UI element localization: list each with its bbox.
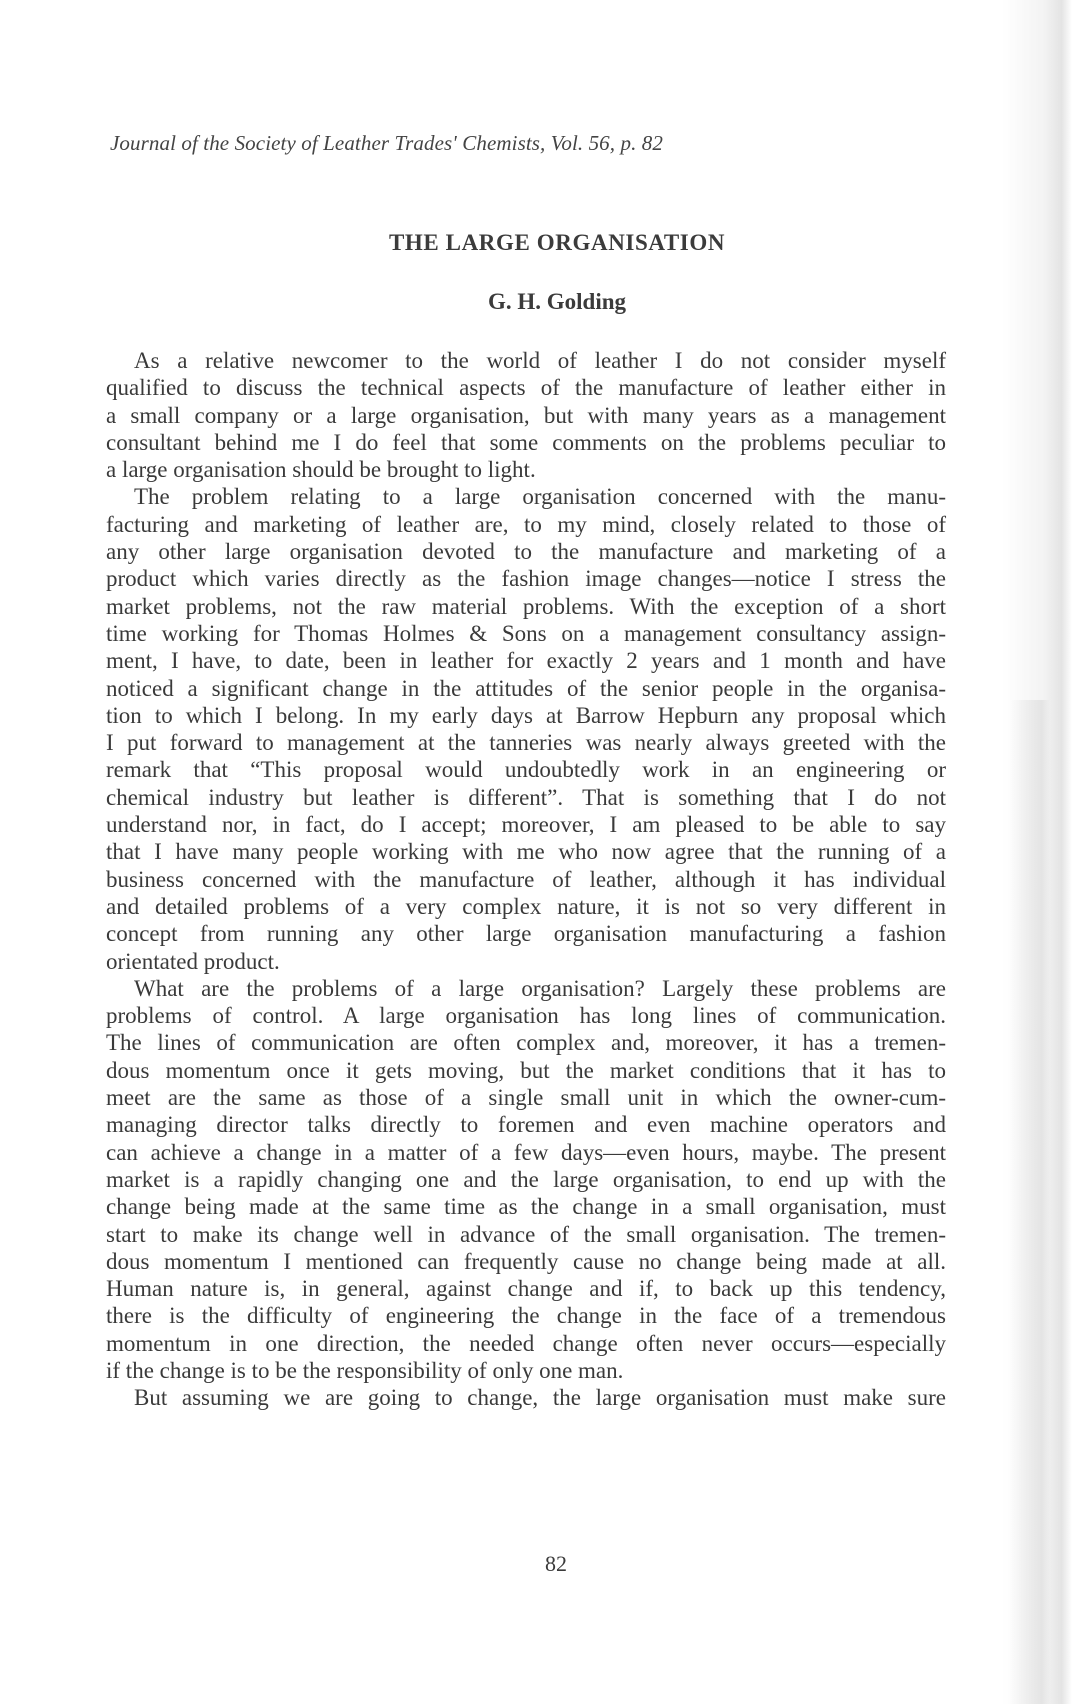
text-line: understand nor, in fact, do I accept; moreover, I am pleased to be able to say [106,812,946,838]
text-line: a small company or a large organisation, but with many years as a management [106,402,946,428]
text-line: and detailed problems of a very complex nature, it is not so very different in [106,893,946,919]
text-line: dous momentum once it gets moving, but the market conditions that it has to [106,1057,946,1083]
paragraph-1 [106,347,946,483]
text-line: noticed a significant change in the attitudes of the senior people in the organisa- [106,675,946,701]
text-line: a large organisation should be brought to light. [106,457,536,483]
article-title: THE LARGE ORGANISATION [388,230,726,255]
text-line: momentum in one direction, the needed change often never occurs—especially [106,1330,946,1356]
author-name: G. H. Golding [487,289,627,314]
text-line: can achieve a change in a matter of a few days—even hours, maybe. The present [106,1139,946,1165]
text-line: market is a rapidly changing one and the large organisation, to end up with the [106,1166,946,1192]
text-line: market problems, not the raw material problems. With the exception of a short [106,593,946,619]
text-line: that I have many people working with me who now agree that the running of a [106,839,946,865]
text-line: As a relative newcomer to the world of leather I do not consider myself [134,348,946,373]
page-number: 82 [545,1551,567,1576]
text-line: chemical industry but leather is different”. That is something that I do not [106,784,946,810]
text-line: managing director talks directly to foremen and even machine operators and [106,1112,946,1138]
text-line: concept from running any other large organisation manufacturing a fashion [106,921,946,947]
text-line: facturing and marketing of leather are, to my mind, closely related to those of [106,511,946,537]
text-line: consultant behind me I do feel that some comments on the problems peculiar to [106,429,946,455]
text-line: The lines of communication are often complex and, moreover, it has a tremen- [106,1030,946,1056]
text-line: there is the difficulty of engineering the change in the face of a tremendous [106,1303,946,1329]
text-line: dous momentum I mentioned can frequently cause no change being made at all. [106,1248,946,1274]
text-line: start to make its change well in advance of the small organisation. The tremen- [106,1221,946,1247]
text-line: orientated product. [106,948,280,974]
text-line: The problem relating to a large organisation concerned with the manu- [134,484,946,510]
text-line: change being made at the same time as the change in a small organisation, must [106,1194,946,1220]
text-line: problems of control. A large organisation has long lines of communication. [106,1003,946,1029]
text-line: I put forward to management at the tanneries was nearly always greeted with the [106,730,946,756]
text-line: meet are the same as those of a single small unit in which the owner-cum- [106,1085,946,1111]
text-line: any other large organisation devoted to the manufacture and marketing of a [106,539,946,565]
text-line: time working for Thomas Holmes & Sons on a management consultancy assign- [106,620,946,646]
article-body [106,347,946,1412]
text-line: remark that “This proposal would undoubtedly work in an engineering or [106,757,946,783]
text-line: qualified to discuss the technical aspects of the manufacture of leather either in [106,375,946,401]
text-line: What are the problems of a large organisation? Largely these problems are [134,975,946,1001]
paragraph-2 [106,483,946,974]
paragraph-3 [106,975,946,1384]
text-line: tion to which I belong. In my early days at Barrow Hepburn any proposal which [106,702,946,728]
text-line: product which varies directly as the fashion image changes—notice I stress the [106,566,946,592]
paragraph-4 [106,1384,946,1411]
text-line: Human nature is, in general, against change and if, to back up this tendency, [106,1276,946,1302]
text-line: if the change is to be the responsibility of only one man. [106,1357,624,1383]
running-head: Journal of the Society of Leather Trades' Chemists, Vol. 56, p. 82 [110,131,663,155]
text-line: ment, I have, to date, been in leather for exactly 2 years and 1 month and have [106,648,946,674]
text-line: business concerned with the manufacture of leather, although it has individual [106,866,946,892]
text-line: But assuming we are going to change, the large organisation must make sure [134,1385,946,1411]
